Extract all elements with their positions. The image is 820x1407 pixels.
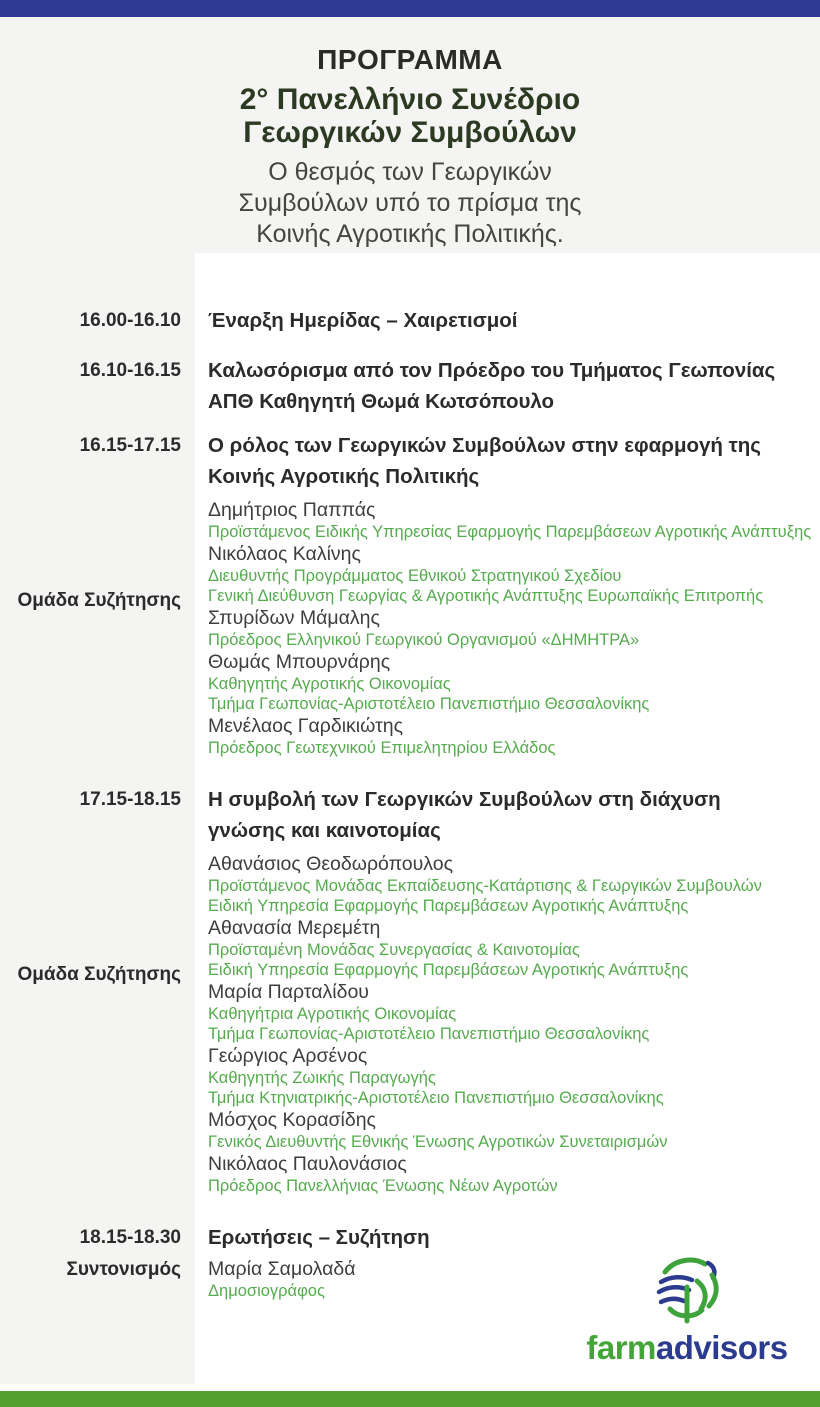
logo-text-advisors: advisors (655, 1329, 788, 1366)
conference-subtitle-line1: Ο θεσμός των Γεωργικών (268, 158, 552, 186)
session-row (0, 305, 820, 336)
speaker-name: Αθανασία Μερεμέτη (208, 917, 381, 939)
speaker-name: Μαρία Παρταλίδου (208, 981, 369, 1003)
session-time: 18.15-18.30 (79, 1227, 181, 1248)
speaker-role: Ειδική Υπηρεσία Εφαρμογής Παρεμβάσεων Αγροτικής Ανάπτυξης (208, 961, 689, 979)
speaker-role: Καθηγήτρια Αγροτικής Οικονομίας (208, 1005, 457, 1023)
program-kicker: ΠΡΟΓΡΑΜΜΑ (317, 44, 503, 75)
speaker-entry (208, 1108, 820, 1152)
speaker-name: Νικόλαος Παυλονάσιος (208, 1153, 407, 1175)
speaker-name: Αθανάσιος Θεοδωρόπουλος (208, 853, 454, 875)
speaker-entry (208, 980, 820, 1044)
speaker-entry (208, 542, 820, 606)
top-accent-bar (0, 0, 820, 17)
moderation-label: Συντονισμός (66, 1259, 181, 1280)
speaker-name: Σπυρίδων Μάμαλης (208, 607, 380, 629)
conference-subtitle (0, 157, 820, 250)
session-row (0, 355, 820, 417)
speaker-name: Μαρία Σαμολαδά (208, 1258, 356, 1280)
speaker-name: Μόσχος Κορασίδης (208, 1109, 376, 1131)
speaker-entry (208, 714, 820, 758)
speaker-role: Καθηγητής Αγροτικής Οικονομίας (208, 675, 451, 693)
speaker-role: Πρόεδρος Γεωτεχνικού Επιμελητηρίου Ελλάδος (208, 739, 556, 757)
speaker-role: Τμήμα Κτηνιατρικής-Αριστοτέλειο Πανεπιστήμιο Θεσσαλονίκης (208, 1089, 664, 1107)
footer-accent-bar (0, 1391, 820, 1407)
speaker-role: Προϊστάμενος Ειδικής Υπηρεσίας Εφαρμογής Παρεμβάσεων Αγροτικής Ανάπτυξης (208, 523, 812, 541)
speaker-role: Γενική Διεύθυνση Γεωργίας & Αγροτικής Ανάπτυξης Ευρωπαϊκής Επιτροπής (208, 587, 764, 605)
session-row (0, 1222, 820, 1253)
speaker-role: Τμήμα Γεωπονίας-Αριστοτέλειο Πανεπιστήμιο Θεσσαλονίκης (208, 1025, 650, 1043)
speaker-role: Προϊστάμενος Μονάδας Εκπαίδευσης-Κατάρτισης & Γεωργικών Συμβουλών (208, 877, 762, 895)
speaker-role: Πρόεδρος Ελληνικού Γεωργικού Οργανισμού «ΔΗΜΗΤΡΑ» (208, 631, 640, 649)
speaker-entry (208, 650, 820, 714)
speaker-role: Καθηγητής Ζωικής Παραγωγής (208, 1069, 436, 1087)
session-time-cell (0, 784, 195, 1196)
session-content (195, 1222, 820, 1253)
farmadvisors-logo-text (580, 1331, 794, 1365)
session-row (0, 430, 820, 758)
session-content (195, 355, 820, 417)
speaker-entry (208, 1152, 820, 1196)
session-content (195, 305, 820, 336)
session-title: Ερωτήσεις – Συζήτηση (208, 1226, 430, 1249)
session-time-cell (0, 1257, 195, 1301)
speaker-entry (208, 916, 820, 980)
speaker-role: Δημοσιογράφος (208, 1282, 325, 1300)
session-time-cell (0, 430, 195, 758)
speaker-role: Διευθυντής Προγράμματος Εθνικού Στρατηγικού Σχεδίου (208, 567, 622, 585)
speaker-entry (208, 498, 820, 542)
session-time: 16.15-17.15 (79, 435, 181, 456)
session-content (195, 430, 820, 758)
speaker-entry (208, 606, 820, 650)
session-title: Η συμβολή των Γεωργικών Συμβούλων στη διάχυση γνώσης και καινοτομίας (208, 788, 721, 842)
speaker-name: Γεώργιος Αρσένος (208, 1045, 368, 1067)
session-content (195, 784, 820, 1196)
session-title: Έναρξη Ημερίδας – Χαιρετισμοί (208, 309, 518, 332)
speaker-name: Δημήτριος Παππάς (208, 499, 376, 521)
conference-subtitle-line3: Κοινής Αγροτικής Πολιτικής. (256, 220, 564, 248)
session-title: Καλωσόρισμα από τον Πρόεδρο του Τμήματος Γεωπονίας ΑΠΘ Καθηγητή Θωμά Κωτσόπουλο (208, 359, 776, 413)
session-title: Ο ρόλος των Γεωργικών Συμβούλων στην εφαρμογή της Κοινής Αγροτικής Πολιτικής (208, 434, 761, 488)
schedule-list (0, 305, 820, 1301)
farmadvisors-logo (580, 1251, 794, 1365)
speaker-role: Γενικός Διευθυντής Εθνικής Ένωσης Αγροτικών Συνεταιρισμών (208, 1133, 668, 1151)
logo-text-farm: farm (586, 1329, 656, 1366)
speaker-role: Τμήμα Γεωπονίας-Αριστοτέλειο Πανεπιστήμιο Θεσσαλονίκης (208, 695, 650, 713)
farmadvisors-logo-icon (648, 1251, 726, 1329)
conference-title-line1: 2° Πανελλήνιο Συνέδριο (239, 83, 581, 116)
speaker-name: Νικόλαος Καλίνης (208, 543, 361, 565)
group-discussion-label: Ομάδα Συζήτησης (17, 964, 181, 985)
speaker-entry (208, 852, 820, 916)
session-time-cell (0, 355, 195, 417)
conference-title-line2: Γεωργικών Συμβούλων (243, 116, 577, 149)
speaker-role: Πρόεδρος Πανελλήνιας Ένωσης Νέων Αγροτών (208, 1177, 558, 1195)
footer-spacer (0, 1384, 820, 1391)
program-header (0, 17, 820, 253)
session-time-cell (0, 1222, 195, 1253)
speaker-name: Θωμάς Μπουρνάρης (208, 651, 391, 673)
speaker-entry (208, 1044, 820, 1108)
session-time: 16.10-16.15 (79, 360, 181, 381)
session-time: 17.15-18.15 (79, 789, 181, 810)
conference-subtitle-line2: Συμβούλων υπό το πρίσμα της (238, 189, 582, 217)
speaker-role: Ειδική Υπηρεσία Εφαρμογής Παρεμβάσεων Αγροτικής Ανάπτυξης (208, 897, 689, 915)
schedule-area (0, 253, 820, 1384)
speaker-name: Μενέλαος Γαρδικιώτης (208, 715, 404, 737)
session-time-cell (0, 305, 195, 336)
speaker-role: Προϊσταμένη Μονάδας Συνεργασίας & Καινοτομίας (208, 941, 580, 959)
group-discussion-label: Ομάδα Συζήτησης (17, 590, 181, 611)
conference-title (0, 83, 820, 149)
session-time: 16.00-16.10 (79, 310, 181, 331)
session-row (0, 784, 820, 1196)
